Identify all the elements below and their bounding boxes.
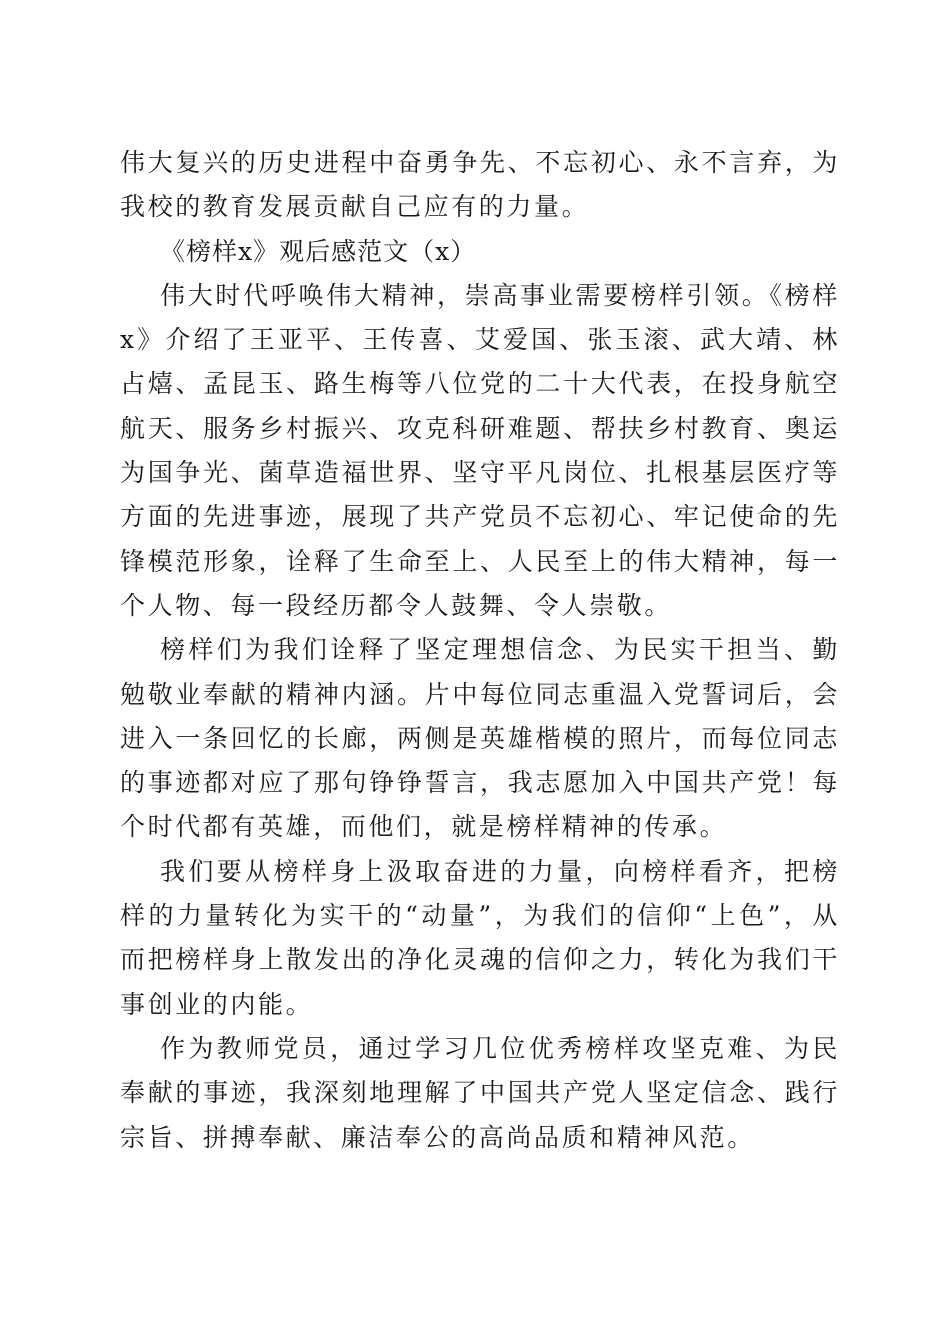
paragraph-2: 榜样们为我们诠释了坚定理想信念、为民实干担当、勤勉敬业奉献的精神内涵。片中每位同志重温入党誓词后，会进入一条回忆的长廊，两侧是英雄楷模的照片，而每位同志的事迹都对应了那句铮铮誓言，我志愿加入中国共产党！每个时代都有英雄，而他们，就是榜样精神的传承。: [120, 635, 840, 842]
essay-title: 《榜样x》观后感范文（x）: [160, 236, 477, 266]
paragraph-4: 作为教师党员，通过学习几位优秀榜样攻坚克难、为民奉献的事迹，我深刻地理解了中国共产党人坚定信念、践行宗旨、拼搏奉献、廉洁奉公的高尚品质和精神风范。: [120, 1033, 840, 1152]
paragraph-1: 伟大时代呼唤伟大精神，崇高事业需要榜样引领。《榜样x》介绍了王亚平、王传喜、艾爱国、张玉滚、武大靖、林占熺、孟昆玉、路生梅等八位党的二十大代表，在投身航空航天、服务乡村振兴、攻克科研难题、帮扶乡村教育、奥运为国争光、菌草造福世界、坚守平凡岗位、扎根基层医疗等方面的先进事迹，展现了共产党员不忘初心、牢记使命的先锋模范形象，诠释了生命至上、人民至上的伟大精神，每一个人物、每一段经历都令人鼓舞、令人崇敬。: [120, 280, 840, 620]
document-page: [120, 141, 840, 1160]
paragraph-3: 我们要从榜样身上汲取奋进的力量，向榜样看齐，把榜样的力量转化为实干的“动量”，为我们的信仰“上色”，从而把榜样身上散发出的净化灵魂的信仰之力，转化为我们干事创业的内能。: [120, 856, 840, 1019]
paragraph-continuation: 伟大复兴的历史进程中奋勇争先、不忘初心、永不言弃，为我校的教育发展贡献自己应有的力量。: [120, 148, 840, 222]
